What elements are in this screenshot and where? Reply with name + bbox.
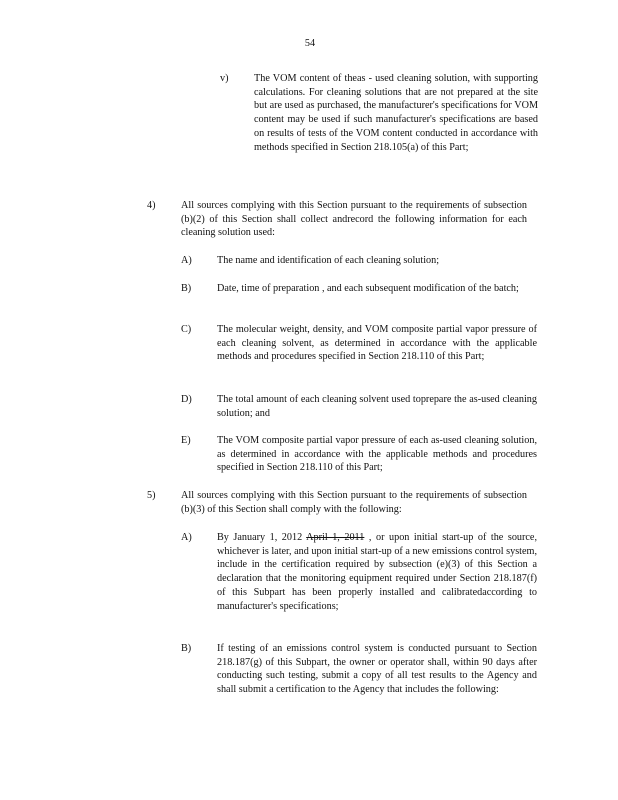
item-text: The VOM content of theas - used cleaning solution, with supporting calculations. For cleaning solutions that are not prepared at the site but are used as purchased, the manufacturer's specifications for VOM content may be used if such manufacturer's specifications are based on results of tests of the VOM content conducted in accordance with methods specified in Section 218.105(a) of this Part; [254,73,538,153]
item-text: The molecular weight, density, and VOM composite partial vapor pressure of each cleaning solvent, as determined in accordance with the applicable methods and procedures specified in Section 218.110 of this Part; [217,324,537,363]
item-label: v) [220,73,229,84]
item-text: Date, time of preparation , and each subsequent modification of the batch; [217,283,519,294]
list-item-4e [181,434,537,475]
list-item-5a [181,531,537,613]
item-text [217,531,537,613]
list-item-4b [181,282,537,296]
list-item-4a [181,254,537,268]
text-before-strike: By January 1, 2012 [217,532,307,543]
item-text: The total amount of each cleaning solvent used toprepare the as-used cleaning solution; and [217,394,537,419]
struck-date: April 1, 2011 [306,532,365,543]
page-number: 54 [304,38,316,49]
item-text: The name and identification of each cleaning solution; [217,255,440,266]
item-label: B) [181,643,192,654]
item-text: All sources complying with this Section pursuant to the requirements of subsection (b)(2) of this Section shall collect andrecord the following information for each cleaning solution used: [181,200,527,239]
item-text: The VOM composite partial vapor pressure of each as-used cleaning solution, as determined in accordance with the applicable methods and procedures specified in Section 218.110 of this Part; [217,435,537,474]
item-label: C) [181,324,192,335]
list-item-4c [181,323,537,364]
item-label: 4) [147,200,156,211]
list-item-5b [181,642,537,697]
item-label: D) [181,394,192,405]
list-item-4d [181,393,537,420]
list-item-4 [147,199,527,240]
item-label: E) [181,435,191,446]
list-item-5 [147,489,527,516]
list-item-v [220,72,538,154]
item-label: A) [181,255,192,266]
item-text: All sources complying with this Section pursuant to the requirements of subsection (b)(3) of this Section shall comply with the following: [181,490,527,515]
item-label: 5) [147,490,156,501]
item-label: A) [181,532,192,543]
text-after-strike: , or upon initial start-up of the source, whichever is later, and upon initial start-up of a new emissions control system, include in the certification required by subsection (e)(3) of this Section a declaration that the monitoring equipment required under Section 218.187(f) of this Subpart has been properly installed and calibratedaccording to manufacturer's specifications; [217,532,537,612]
item-label: B) [181,283,192,294]
item-text: If testing of an emissions control system is conducted pursuant to Section 218.187(g) of this Subpart, the owner or operator shall, within 90 days after conducting such testing, submit a copy of all test results to the Agency and shall submit a certification to the Agency that includes the following: [217,643,537,696]
